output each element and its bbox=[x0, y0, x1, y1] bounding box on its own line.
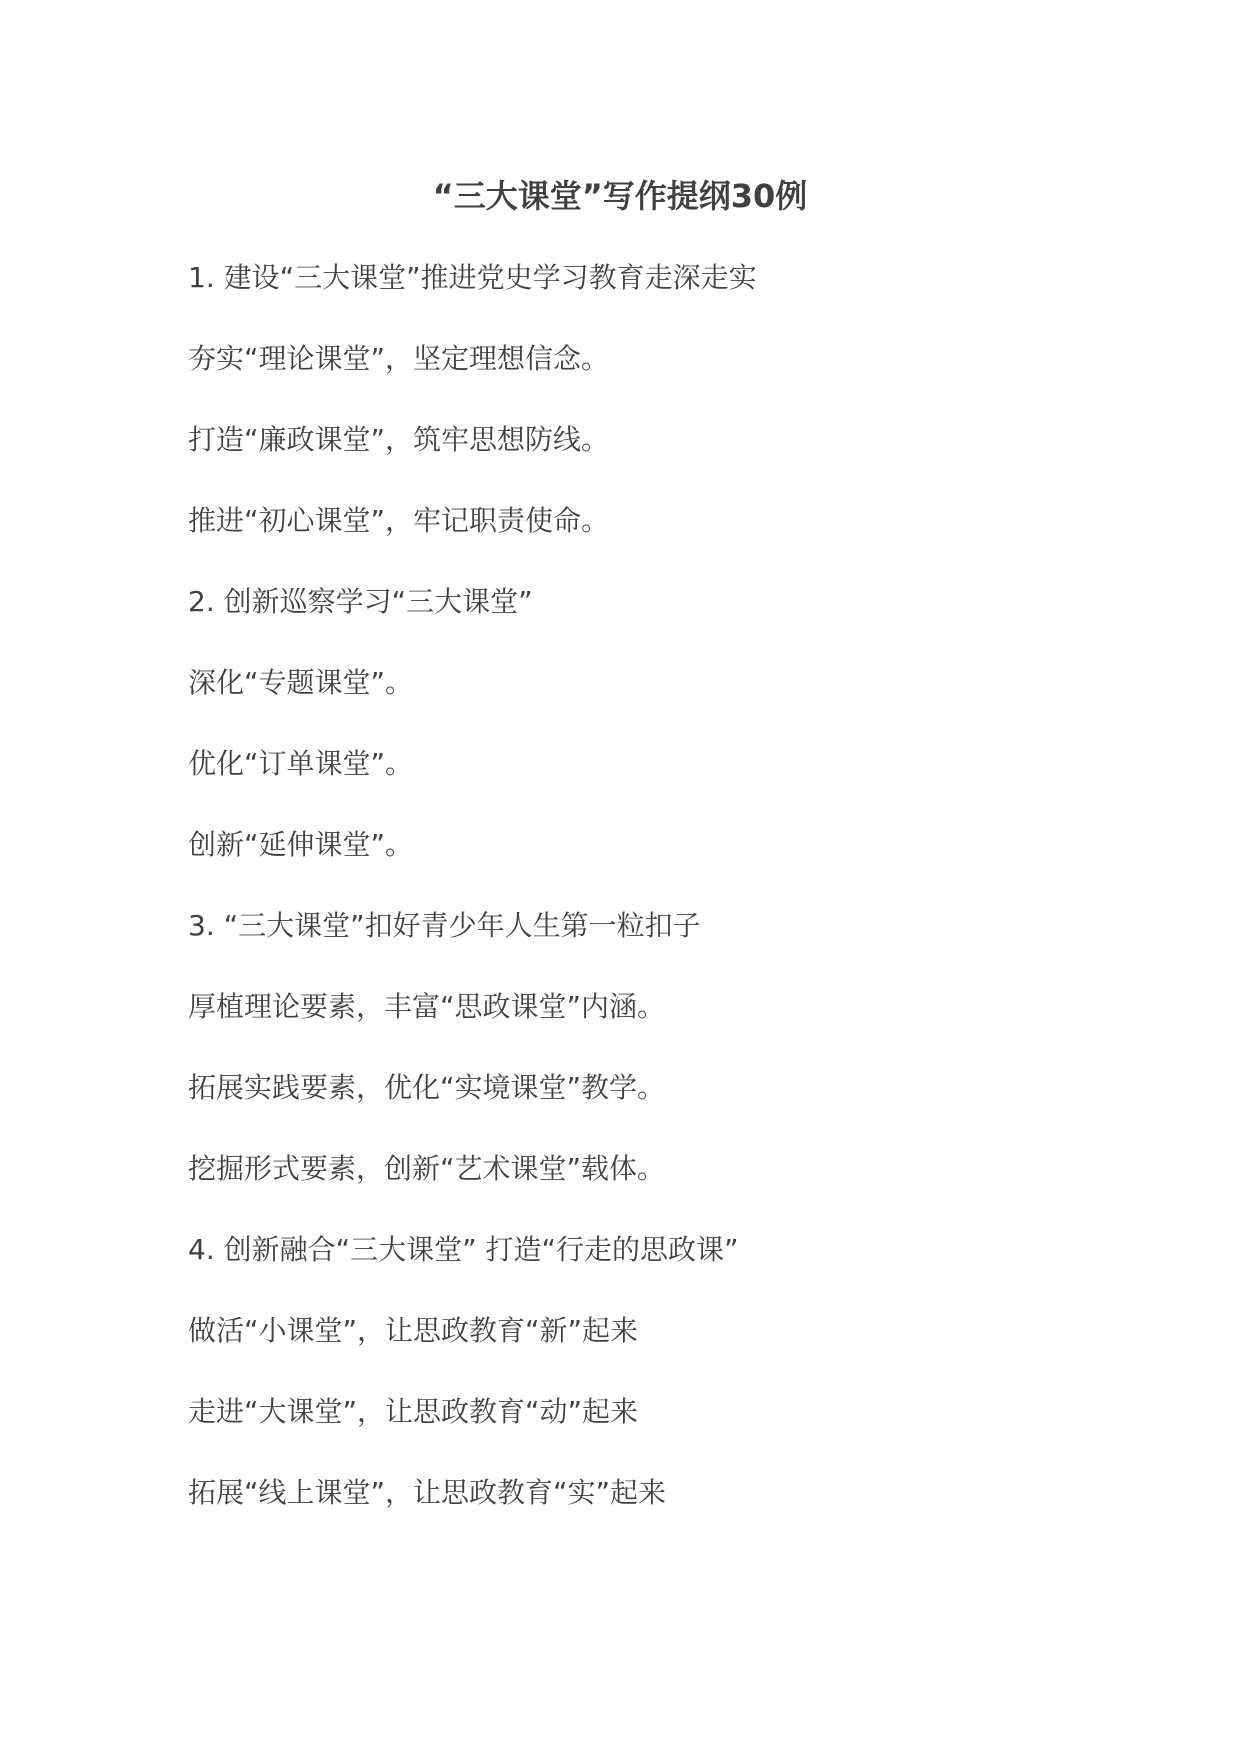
paragraph-line: 推进“初心课堂”，牢记职责使命。 bbox=[188, 504, 610, 537]
paragraph-line: 优化“订单课堂”。 bbox=[188, 747, 414, 780]
paragraph-line: 打造“廉政课堂”，筑牢思想防线。 bbox=[188, 423, 610, 456]
document-body bbox=[188, 258, 1088, 1554]
paragraph-line: 拓展实践要素，优化“实境课堂”教学。 bbox=[188, 1071, 666, 1104]
heading-3: 3. “三大课堂”扣好青少年人生第一粒扣子 bbox=[188, 909, 701, 942]
paragraph-line: 创新“延伸课堂”。 bbox=[188, 828, 414, 861]
heading-4: 4. 创新融合“三大课堂” 打造“行走的思政课” bbox=[188, 1233, 739, 1266]
heading-1: 1. 建设“三大课堂”推进党史学习教育走深走实 bbox=[188, 261, 757, 294]
paragraph-line: 厚植理论要素，丰富“思政课堂”内涵。 bbox=[188, 990, 666, 1023]
paragraph-line: 深化“专题课堂”。 bbox=[188, 666, 414, 699]
document-title: “三大课堂”写作提纲30例 bbox=[432, 177, 808, 215]
paragraph-line: 挖掘形式要素，创新“艺术课堂”载体。 bbox=[188, 1152, 666, 1185]
paragraph-line: 夯实“理论课堂”，坚定理想信念。 bbox=[188, 342, 610, 375]
heading-2: 2. 创新巡察学习“三大课堂” bbox=[188, 585, 533, 618]
paragraph-line: 拓展“线上课堂”，让思政教育“实”起来 bbox=[188, 1476, 667, 1509]
paragraph-line: 做活“小课堂”，让思政教育“新”起来 bbox=[188, 1314, 639, 1347]
paragraph-line: 走进“大课堂”，让思政教育“动”起来 bbox=[188, 1395, 639, 1428]
